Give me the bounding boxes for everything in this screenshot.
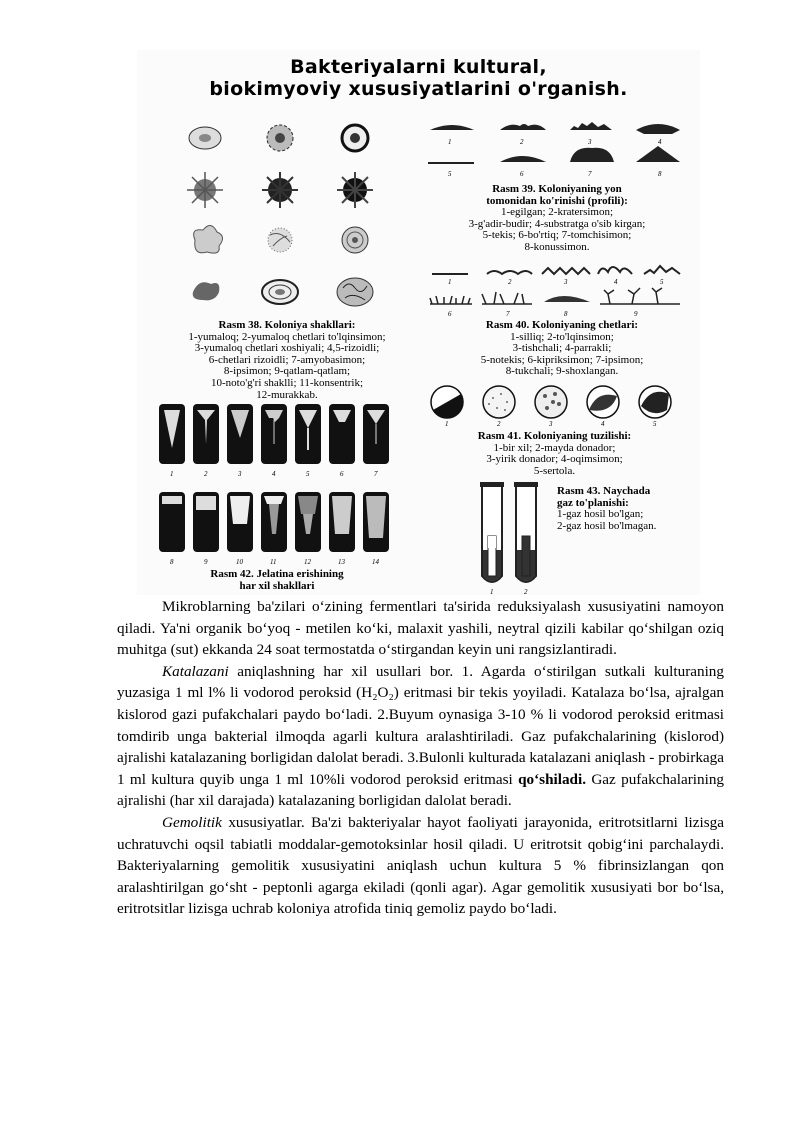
rasm43-line: 2-gaz hosil bo'lmagan. [557,519,657,532]
colony-shape-11 [262,280,298,304]
paragraph-catalase [117,661,724,812]
colony-shape-6 [337,172,373,208]
gas-tube-number: 1 [490,588,494,595]
colony-shape-9 [342,227,368,253]
edge-6 [430,296,472,304]
edge-7 [482,292,532,304]
tube-number: 2 [204,470,208,478]
tube-number: 13 [338,558,345,566]
term-catalase: Katalazani [162,662,229,680]
rasm38-line: 1-yumaloq; 2-yumaloq chetlari to'lqinsimon; [188,330,386,343]
rasm41-caption [427,431,682,477]
rasm39-caption [422,184,692,254]
rasm41-line: 1-bir xil; 2-mayda donador; [493,441,616,454]
body-text [117,596,724,920]
profile-4 [636,124,680,134]
rasm38-line: 8-ipsimon; 9-qatlam-qatlam; [223,365,351,378]
colony-shapes-illustration [175,120,415,320]
paragraph-reduction: Mikroblarning ba'zilari o‘zining fermentlari ta'sirida reduksiyalash xususiyatini namoyon qiladi. Ya'ni organik bo‘yoq - metilen ko‘ki, malaxit yashili, neytral qizili kabilar qo‘shilgan oziq muhitga (sut) ekkanda 24 soat termostatda o‘stirgandan keyin uni rangsizlantiradi. [117,598,724,659]
colony-profiles-illustration [422,118,697,180]
paragraph-hemolytic [117,812,724,920]
gas-tube-2 [514,482,538,582]
tube-7 [363,404,389,464]
paragraph-text: aniqlashning har xil usullari bor. 1. Agarda o‘stirilgan sutkali kulturaning yuzasiga 1 ml l% li vodorod peroksid (H₂O₂) eritmasi bir tekis yoyiladi. Katalaza bo‘lsa, ajralgan kislorod gazi pufakchalari paydo bo‘ladi. 2.Buyum oynasiga 3-10 % li vodorod peroksid eritmasi tomdirib unga bakterial ilmoqda agarli kultura aralashtiriladi. Gaz pufakchalarining (kislorod) ajralishi katalazaning borligidan dalolat beradi. 3.Bulonli kulturada katalazani aniqlash - probirkaga 1 ml kultura quyib unga 1 ml 10%li vodorod peroksid eritmasi [117,662,724,788]
structure-3 [535,386,567,418]
rasm42-title: Rasm 42. Jelatina erishining [210,568,344,580]
rasm40-line: 8-tukchali; 9-shoxlangan. [505,365,619,378]
rasm40-line: 5-notekis; 6-kipriksimon; 7-ipsimon; [480,353,644,366]
tube-4 [261,404,287,464]
gas-tube-number: 2 [524,588,528,595]
structure-number: 5 [653,420,657,428]
edge-number: 5 [660,278,664,286]
edge-number: 2 [508,278,512,286]
rasm43-caption [557,486,700,532]
rasm41-line: 5-sertola. [533,464,576,477]
rasm38-line: 10-noto'g'ri shaklli; 11-konsentrik; [210,376,364,389]
rasm38-line: 6-chetlari rizoidli; 7-amyobasimon; [208,353,366,366]
rasm39-title: tomonidan ko'rinishi (profili): [486,194,628,207]
tube-14 [363,492,389,552]
rasm39-line: 3-g'adir-budir; 4-substratga o'sib kirgan; [468,217,646,230]
tube-number: 11 [270,558,277,566]
rasm43-title: Rasm 43. Naychada [557,485,651,497]
edge-4 [598,267,632,274]
tube-12 [295,492,321,552]
edge-number: 7 [506,310,510,318]
rasm39-title: Rasm 39. Koloniyaning yon [492,183,622,195]
rasm40-caption [427,320,697,378]
tube-number: 12 [304,558,311,566]
profile-6 [500,156,546,162]
profile-1 [430,125,474,130]
structure-5 [639,386,671,418]
tube-number: 9 [204,558,208,566]
colony-shape-5 [262,172,298,208]
structure-number: 4 [601,420,605,428]
structure-number: 2 [497,420,501,428]
paragraph-text: Gaz pufakchalarining ajralishi (har xil darajada) katalazaning borligidan dalolat beradi. [117,770,725,810]
profile-7 [570,148,614,162]
colony-shape-7 [194,225,223,253]
profile-number: 8 [658,170,662,178]
tube-number: 8 [170,558,174,566]
colony-shape-12 [337,278,373,306]
edge-number: 8 [564,310,568,318]
rasm39-line: 1-egilgan; 2-kratersimon; [500,206,614,219]
colony-structure-illustration [427,380,687,428]
rasm42-title: har xil shakllari [239,579,315,592]
rasm38-line: 3-yumaloq chetlari xoshiyali; 4,5-rizoidli; [194,342,380,355]
rasm40-line: 1-silliq; 2-to'lqinsimon; [510,330,614,343]
tube-number: 5 [306,470,310,478]
rasm41-title: Rasm 41. Koloniyaning tuzilishi: [477,430,632,442]
gelatin-tubes-illustration [159,404,394,569]
gas-tubes-illustration [472,480,552,595]
term-bold: qo‘shiladi. [518,770,587,788]
edge-number: 1 [448,278,452,286]
tube-8 [159,492,185,552]
tube-10 [227,492,253,552]
tube-11 [261,492,287,552]
edge-number: 6 [448,310,452,318]
tube-number: 1 [170,470,174,478]
tube-number: 4 [272,470,276,478]
edge-number: 9 [634,310,638,318]
edge-9 [600,288,680,304]
colony-shape-2 [267,125,293,151]
gas-tube-1 [480,482,504,582]
profile-5 [428,162,474,164]
tube-number: 7 [374,470,378,478]
rasm39-line: 5-tekis; 6-bo'rtiq; 7-tomchisimon; [482,229,632,242]
rasm40-title: Rasm 40. Koloniyaning chetlari: [485,319,639,331]
tube-number: 10 [236,558,243,566]
tube-9 [193,492,219,552]
tube-6 [329,404,355,464]
tube-13 [329,492,355,552]
colony-edges-illustration [422,260,697,320]
tube-number: 3 [238,470,242,478]
rasm39-line: 8-konussimon. [524,240,590,253]
colony-shape-1 [189,127,221,149]
colony-shape-4 [187,172,223,208]
profile-8 [636,146,680,162]
edge-5 [644,266,680,274]
structure-4 [587,386,619,418]
profile-number: 2 [520,138,524,146]
edge-3 [542,268,590,274]
paragraph-text: xususiyatlar. Ba'zi bakteriyalar hayot faoliyati jarayonida, eritrotsitlarni lizisga uchratuvchi oqsil tabiatli moddalar-gemotoksinlar hosil qiladi. U eritrotsit qobig‘ini parchalaydi. Bakteriyalarning gemolitik xususiyatini aniqlash uchun kultura 5 % fibrinsizlangan qon aralashtirilgan go‘sht - peptonli agarga ekiladi (qonli agar). Agar gemolitik xususiyati bor bo‘lsa, eritrotsitlar lizisga uchrab koloniya atrofida tiniq gemoliz paydo bo‘ladi. [117,813,724,918]
edge-number: 4 [614,278,618,286]
profile-2 [500,124,546,130]
rasm41-line: 3-yirik donador; 4-oqimsimon; [486,453,623,466]
rasm43-line: 1-gaz hosil bo'lgan; [557,508,644,521]
edge-number: 3 [564,278,568,286]
edge-2 [487,271,532,274]
structure-number: 1 [445,420,449,428]
tube-2 [193,404,219,464]
tube-number: 6 [340,470,344,478]
profile-number: 1 [448,138,452,146]
rasm38-caption [137,320,437,401]
tube-3 [227,404,253,464]
rasm40-line: 3-tishchali; 4-parrakli; [512,342,612,355]
rasm42-caption [177,569,377,592]
tube-1 [159,404,185,464]
colony-shape-8 [268,228,292,252]
structure-number: 3 [549,420,553,428]
rasm43-title: gaz to'planishi: [557,496,629,509]
profile-number: 3 [588,138,592,146]
structure-1 [431,386,463,418]
profile-number: 7 [588,170,592,178]
edge-8 [544,296,590,302]
colony-shape-10 [193,282,220,300]
rasm38-title: Rasm 38. Koloniya shakllari: [218,319,356,331]
rasm38-line: 12-murakkab. [256,388,318,401]
profile-number: 5 [448,170,452,178]
term-hemolytic: Gemolitik [162,813,222,831]
figure-plate [137,50,700,595]
structure-2 [483,386,515,418]
profile-number: 6 [520,170,524,178]
figure-title-line1: Bakteriyalarni kultural, [290,56,547,78]
profile-3 [570,122,612,130]
figure-title-line2: biokimyoviy xususiyatlarini o'rganish. [209,78,628,100]
profile-number: 4 [658,138,662,146]
colony-shape-3 [342,125,368,151]
tube-number: 14 [372,558,379,566]
tube-5 [295,404,321,464]
